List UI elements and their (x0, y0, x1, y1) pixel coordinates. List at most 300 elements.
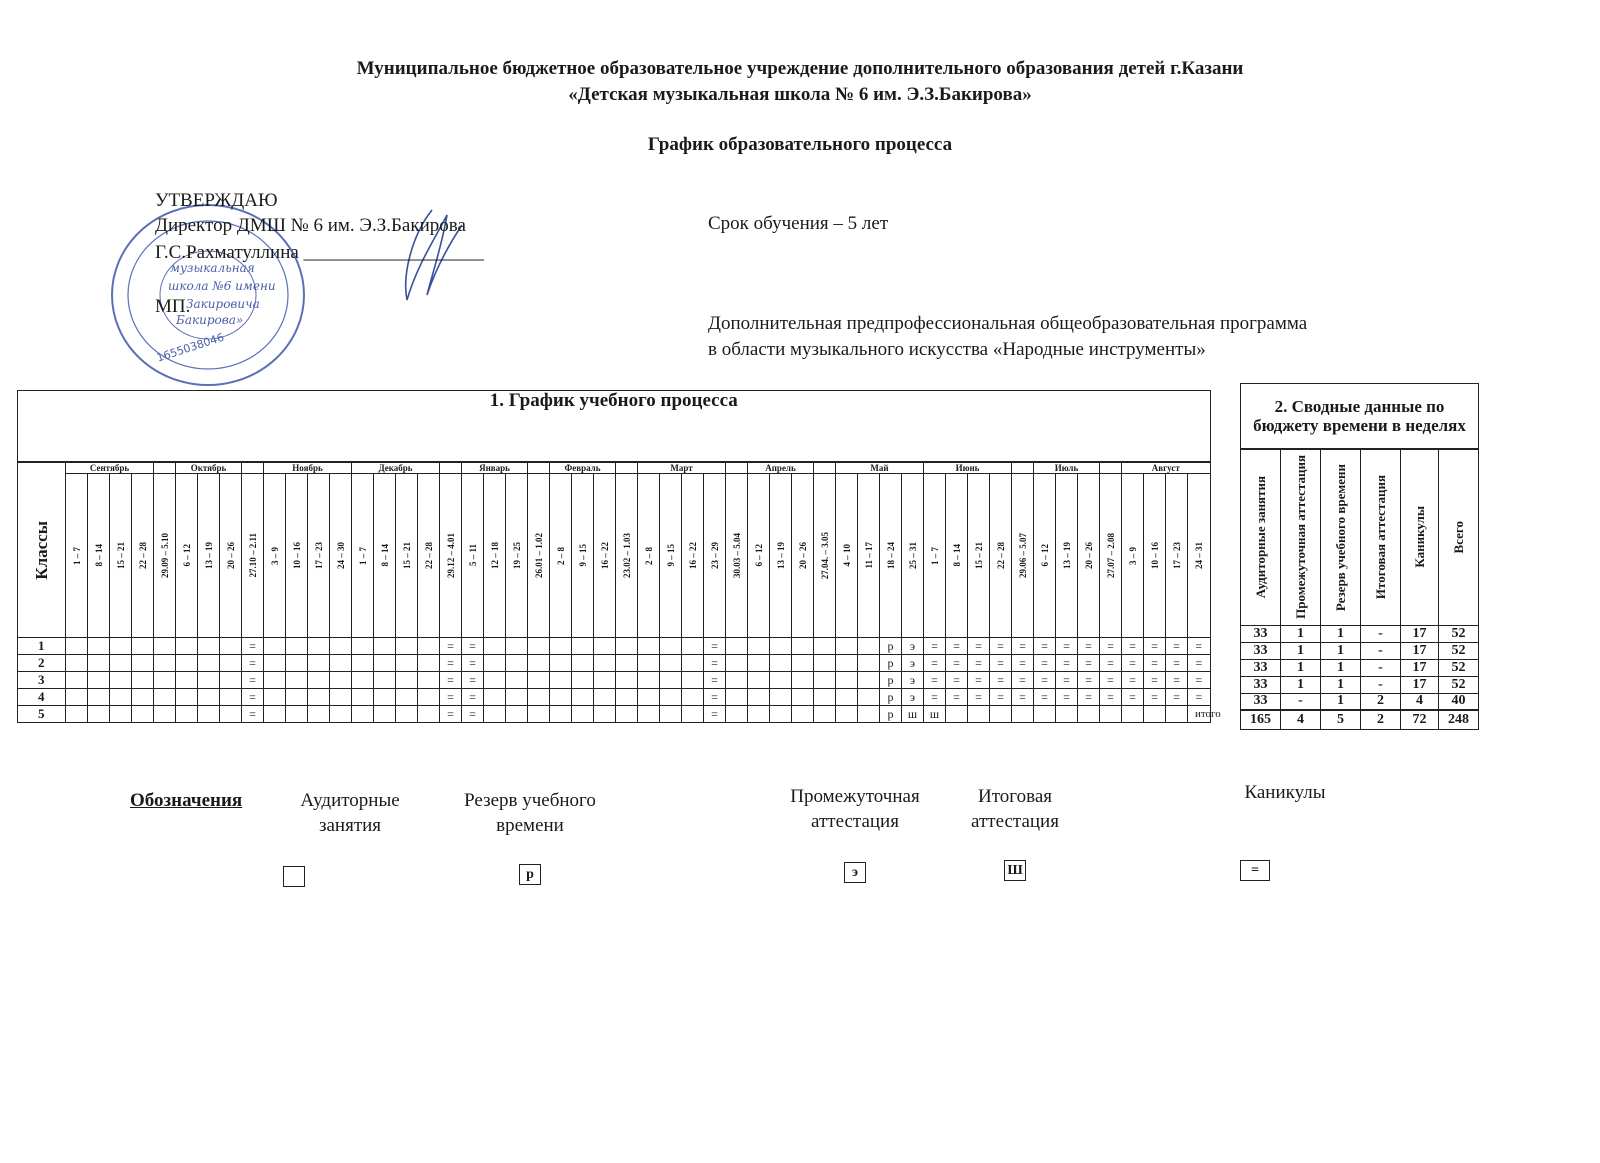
schedule-row (18, 689, 1211, 706)
summary-cell: 4 (1401, 693, 1439, 710)
week-cell (660, 672, 682, 689)
week-header (572, 474, 594, 638)
week-cell (858, 672, 880, 689)
month-transition-cell (528, 462, 550, 474)
week-range: 20 – 26 (797, 542, 808, 569)
week-cell (132, 638, 154, 655)
class-number: 1 (18, 638, 66, 655)
summary-cell: 52 (1439, 625, 1479, 642)
week-cell (1122, 706, 1144, 723)
week-cell: = (924, 672, 946, 689)
week-cell: = (1144, 672, 1166, 689)
summary-title: 2. Сводные данные по бюджету времени в неделях (1241, 384, 1479, 450)
legend-symbol-auditory (283, 866, 305, 887)
summary-column-header (1281, 449, 1321, 625)
week-cell (858, 706, 880, 723)
week-cell (418, 655, 440, 672)
summary-row (1241, 676, 1479, 693)
week-cell (132, 672, 154, 689)
week-cell: = (462, 655, 484, 672)
week-cell (66, 706, 88, 723)
program-line-2: в области музыкального искусства «Народные инструменты» (708, 339, 1206, 360)
week-cell (726, 672, 748, 689)
week-cell (528, 689, 550, 706)
week-cell (154, 689, 176, 706)
school-name: «Детская музыкальная школа № 6 им. Э.З.Бакирова» (568, 84, 1032, 105)
summary-cell: 1 (1321, 625, 1361, 642)
week-cell (308, 706, 330, 723)
week-header (1188, 474, 1211, 638)
week-cell (726, 638, 748, 655)
week-range: 22 – 28 (995, 542, 1006, 569)
week-cell: = (1078, 655, 1100, 672)
month-transition-cell (814, 462, 836, 474)
month-header: Июнь (924, 462, 1012, 474)
week-range: 19 – 25 (511, 542, 522, 569)
legend-title: Обозначения (130, 790, 243, 811)
week-cell (1056, 706, 1078, 723)
week-cell (792, 689, 814, 706)
week-cell (792, 638, 814, 655)
week-range: 3 – 9 (1127, 546, 1138, 565)
week-cell (836, 706, 858, 723)
week-header (110, 474, 132, 638)
month-transition-cell (440, 462, 462, 474)
week-cell: = (968, 655, 990, 672)
week-header (1100, 474, 1122, 638)
summary-cell: 52 (1439, 659, 1479, 676)
week-cell (352, 672, 374, 689)
week-cell (814, 706, 836, 723)
week-cell (1012, 706, 1034, 723)
week-cell (836, 689, 858, 706)
week-header (990, 474, 1012, 638)
week-cell: = (1034, 689, 1056, 706)
week-cell: = (1078, 689, 1100, 706)
week-cell (528, 706, 550, 723)
week-range: 13 – 19 (775, 542, 786, 569)
week-range: 6 – 12 (753, 544, 764, 567)
week-cell (154, 638, 176, 655)
week-cell (550, 672, 572, 689)
week-cell (682, 706, 704, 723)
week-cell (616, 638, 638, 655)
week-cell: = (1144, 638, 1166, 655)
week-cell (352, 706, 374, 723)
week-cell: ш (902, 706, 924, 723)
week-cell (594, 655, 616, 672)
week-cell (220, 655, 242, 672)
week-cell: = (1166, 655, 1188, 672)
week-cell: = (462, 672, 484, 689)
month-header: Ноябрь (264, 462, 352, 474)
week-cell (946, 706, 968, 723)
week-range: 6 – 12 (181, 544, 192, 567)
week-header (836, 474, 858, 638)
class-number: 2 (18, 655, 66, 672)
week-cell: = (1122, 672, 1144, 689)
week-header (440, 474, 462, 638)
week-cell (528, 638, 550, 655)
week-cell: = (1056, 655, 1078, 672)
week-header (88, 474, 110, 638)
week-range: 10 – 16 (1149, 542, 1160, 569)
week-range: 29.09 – 5.10 (159, 533, 170, 578)
week-range: 22 – 28 (137, 542, 148, 569)
summary-cell: 1 (1321, 659, 1361, 676)
week-cell (858, 655, 880, 672)
week-cell (176, 638, 198, 655)
week-cell (660, 689, 682, 706)
week-cell (506, 655, 528, 672)
week-cell (638, 689, 660, 706)
week-header (968, 474, 990, 638)
total-label: итого (1195, 708, 1221, 720)
week-range: 10 – 16 (291, 542, 302, 569)
week-header (418, 474, 440, 638)
week-cell (660, 655, 682, 672)
summary-cell: 1 (1281, 659, 1321, 676)
week-cell (660, 638, 682, 655)
schedule-title: 1. График учебного процесса (18, 391, 1211, 463)
summary-total-row (1241, 710, 1479, 729)
week-cell (660, 706, 682, 723)
summary-cell: 33 (1241, 659, 1281, 676)
classes-label: Классы (31, 520, 51, 580)
summary-column-label: Каникулы (1411, 506, 1427, 569)
month-transition-cell (726, 462, 748, 474)
week-range: 13 – 19 (1061, 542, 1072, 569)
summary-cell: 17 (1401, 642, 1439, 659)
week-cell (484, 655, 506, 672)
week-cell (374, 672, 396, 689)
week-cell: = (440, 655, 462, 672)
week-cell (286, 655, 308, 672)
week-range: 8 – 14 (379, 544, 390, 567)
summary-cell: 40 (1439, 693, 1479, 710)
week-cell: = (242, 706, 264, 723)
week-cell (858, 638, 880, 655)
week-range: 18 – 24 (885, 542, 896, 569)
week-cell: э (902, 672, 924, 689)
week-cell (484, 638, 506, 655)
week-cell (550, 706, 572, 723)
week-cell: = (1166, 672, 1188, 689)
summary-total-cell: 5 (1321, 710, 1361, 729)
week-cell (110, 672, 132, 689)
week-cell: = (968, 672, 990, 689)
week-range: 15 – 21 (401, 542, 412, 569)
week-cell (88, 706, 110, 723)
summary-row (1241, 693, 1479, 710)
week-header (814, 474, 836, 638)
week-range: 1 – 7 (929, 546, 940, 565)
week-cell (66, 638, 88, 655)
summary-column-label: Всего (1450, 521, 1466, 554)
week-cell: = (704, 672, 726, 689)
week-header (352, 474, 374, 638)
week-cell: = (440, 706, 462, 723)
week-cell: р (880, 672, 902, 689)
week-cell (264, 672, 286, 689)
week-range: 8 – 14 (951, 544, 962, 567)
week-cell: = (1012, 689, 1034, 706)
week-range: 8 – 14 (93, 544, 104, 567)
week-cell (176, 672, 198, 689)
week-range: 2 – 8 (555, 546, 566, 565)
summary-table (1240, 383, 1479, 730)
summary-cell: 17 (1401, 676, 1439, 693)
stamp-text-4: Бакирова» (176, 313, 244, 327)
week-range: 23 – 29 (709, 542, 720, 569)
summary-cell: 1 (1321, 693, 1361, 710)
summary-column-header (1439, 449, 1479, 625)
month-transition-cell (1100, 462, 1122, 474)
week-cell: р (880, 689, 902, 706)
week-cell (638, 706, 660, 723)
week-cell: ш (924, 706, 946, 723)
week-cell (374, 638, 396, 655)
summary-cell: 2 (1361, 693, 1401, 710)
week-cell: = (1034, 638, 1056, 655)
week-cell: = (946, 655, 968, 672)
week-cell (990, 706, 1012, 723)
week-cell: = (242, 655, 264, 672)
week-cell (682, 655, 704, 672)
week-cell (198, 638, 220, 655)
month-header: Май (836, 462, 924, 474)
week-range: 1 – 7 (357, 546, 368, 565)
week-cell (396, 706, 418, 723)
week-cell (396, 655, 418, 672)
week-cell (484, 689, 506, 706)
week-cell (770, 655, 792, 672)
week-range: 6 – 12 (1039, 544, 1050, 567)
week-cell (418, 672, 440, 689)
week-header (660, 474, 682, 638)
week-cell (352, 655, 374, 672)
week-cell: = (1056, 672, 1078, 689)
week-cell: э (902, 655, 924, 672)
week-cell (418, 638, 440, 655)
schedule-table (17, 390, 1211, 723)
week-cell: = (1188, 655, 1211, 672)
week-cell: р (880, 638, 902, 655)
summary-cell: 1 (1321, 676, 1361, 693)
summary-column-header (1321, 449, 1361, 625)
week-cell (374, 655, 396, 672)
month-header: Декабрь (352, 462, 440, 474)
week-cell (66, 655, 88, 672)
week-cell: = (924, 655, 946, 672)
month-header: Март (638, 462, 726, 474)
class-number: 5 (18, 706, 66, 723)
week-header (924, 474, 946, 638)
week-cell (550, 638, 572, 655)
week-header (770, 474, 792, 638)
week-cell (198, 706, 220, 723)
week-cell: = (946, 638, 968, 655)
week-cell: = (1144, 655, 1166, 672)
week-cell (748, 655, 770, 672)
week-range: 11 – 17 (863, 542, 874, 569)
week-cell (154, 655, 176, 672)
week-header (792, 474, 814, 638)
week-cell (110, 689, 132, 706)
week-cell: = (440, 672, 462, 689)
week-cell (1100, 706, 1122, 723)
week-range: 24 – 31 (1193, 542, 1204, 569)
summary-cell: 33 (1241, 693, 1281, 710)
week-header (1056, 474, 1078, 638)
week-cell: = (1078, 638, 1100, 655)
week-header (484, 474, 506, 638)
week-cell: = (1188, 689, 1211, 706)
week-cell (198, 689, 220, 706)
month-header: Январь (462, 462, 528, 474)
week-cell: = (1012, 672, 1034, 689)
week-cell (594, 706, 616, 723)
week-range: 29.06 – 5.07 (1017, 533, 1028, 578)
week-cell (88, 672, 110, 689)
week-cell (330, 706, 352, 723)
week-cell (638, 655, 660, 672)
legend-label-line-1: Аудиторные (300, 790, 400, 811)
week-cell (264, 638, 286, 655)
summary-total-cell: 4 (1281, 710, 1321, 729)
week-cell (506, 706, 528, 723)
week-cell (396, 672, 418, 689)
week-header (550, 474, 572, 638)
seal-placeholder: МП. (155, 296, 191, 317)
week-cell: р (880, 706, 902, 723)
week-cell (858, 689, 880, 706)
month-transition-cell (154, 462, 176, 474)
director-signature-line: Г.С.Рахматуллина ___________________ (155, 242, 485, 263)
week-range: 15 – 21 (973, 542, 984, 569)
legend-label-line-1: Промежуточная (790, 786, 920, 807)
week-header (462, 474, 484, 638)
legend-item-auditory (270, 788, 430, 838)
week-range: 3 – 9 (269, 546, 280, 565)
summary-column-header (1361, 449, 1401, 625)
week-header (506, 474, 528, 638)
week-header (726, 474, 748, 638)
week-header (220, 474, 242, 638)
week-cell (484, 706, 506, 723)
week-cell (352, 638, 374, 655)
week-cell (220, 689, 242, 706)
legend-symbol-reserve: р (519, 864, 541, 885)
week-cell (330, 689, 352, 706)
document-title: График образовательного процесса (647, 134, 953, 155)
week-range: 22 – 28 (423, 542, 434, 569)
legend-label-line-1: Каникулы (1244, 782, 1326, 803)
week-range: 15 – 21 (115, 542, 126, 569)
summary-column-label: Аудиторные занятия (1252, 476, 1268, 599)
week-cell (682, 689, 704, 706)
week-cell (418, 689, 440, 706)
week-header (594, 474, 616, 638)
week-header (176, 474, 198, 638)
week-cell (264, 689, 286, 706)
week-cell (308, 638, 330, 655)
week-header (880, 474, 902, 638)
week-cell: = (1188, 638, 1211, 655)
week-cell (748, 689, 770, 706)
legend-label-line-1: Итоговая (978, 786, 1052, 807)
schedule-row (18, 706, 1211, 723)
week-cell (484, 672, 506, 689)
week-cell (572, 672, 594, 689)
legend-item-holidays (1220, 780, 1350, 805)
week-header (396, 474, 418, 638)
week-range: 30.03 – 5.04 (731, 533, 742, 578)
week-header (1144, 474, 1166, 638)
week-cell: = (1056, 638, 1078, 655)
legend-label-line-1: Резерв учебного (464, 790, 596, 811)
week-cell: = (704, 638, 726, 655)
week-cell: э (902, 689, 924, 706)
week-cell (176, 655, 198, 672)
week-cell (286, 672, 308, 689)
month-header: Сентябрь (66, 462, 154, 474)
legend-item-final (950, 784, 1080, 834)
week-cell (616, 689, 638, 706)
week-cell (132, 706, 154, 723)
week-cell (154, 672, 176, 689)
week-cell (748, 672, 770, 689)
week-cell (286, 706, 308, 723)
week-cell (1166, 706, 1188, 723)
schedule-row (18, 672, 1211, 689)
summary-cell: 1 (1281, 676, 1321, 693)
week-cell (396, 638, 418, 655)
week-cell (792, 706, 814, 723)
week-range: 16 – 22 (599, 542, 610, 569)
week-range: 24 – 30 (335, 542, 346, 569)
week-cell: = (462, 689, 484, 706)
week-cell (1144, 706, 1166, 723)
month-header: Август (1122, 462, 1211, 474)
week-cell: = (990, 672, 1012, 689)
week-cell: = (1122, 689, 1144, 706)
week-cell (198, 655, 220, 672)
week-cell (814, 638, 836, 655)
week-cell (264, 655, 286, 672)
week-cell: = (1100, 689, 1122, 706)
week-cell (638, 638, 660, 655)
summary-cell: 17 (1401, 625, 1439, 642)
week-cell (198, 672, 220, 689)
week-cell: = (946, 689, 968, 706)
week-cell (220, 706, 242, 723)
week-cell (748, 638, 770, 655)
week-cell: = (242, 689, 264, 706)
week-cell (748, 706, 770, 723)
class-number: 4 (18, 689, 66, 706)
week-cell: = (1078, 672, 1100, 689)
stamp-text-5: 1655038046 (155, 330, 226, 365)
week-cell (572, 706, 594, 723)
week-cell: = (462, 706, 484, 723)
week-cell (308, 672, 330, 689)
classes-header (18, 462, 66, 638)
week-header (1012, 474, 1034, 638)
month-header: Июль (1034, 462, 1100, 474)
week-header (374, 474, 396, 638)
week-cell (594, 638, 616, 655)
